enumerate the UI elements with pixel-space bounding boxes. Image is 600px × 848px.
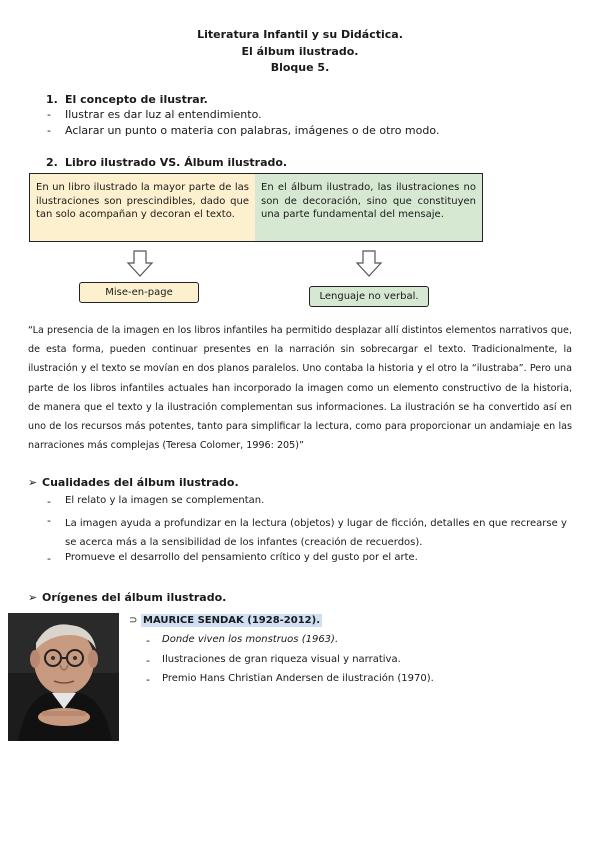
maurice-sendak-photo (8, 613, 119, 741)
dash-marker: - (47, 108, 51, 121)
section1-item-1: Ilustrar es dar luz al entendimiento. (65, 108, 262, 121)
qualities-title: Cualidades del álbum ilustrado. (42, 476, 239, 489)
dash-marker: - (47, 124, 51, 137)
dash-marker: - (47, 495, 51, 508)
origins-item-3: Premio Hans Christian Andersen de ilustración (1970). (162, 673, 434, 684)
dash-marker: - (146, 654, 150, 667)
dash-marker: - (146, 634, 150, 647)
section1-number: 1. (46, 93, 58, 106)
down-arrow-icon (126, 250, 154, 278)
pill-mise-en-page: Mise-en-page (79, 282, 199, 303)
section1-title: El concepto de ilustrar. (65, 93, 208, 106)
qualities-item-2: La imagen ayuda a profundizar en la lectura (objetos) y lugar de ficción, detalles en que recrearse y se acerca más a la sensibilidad de los infantes (creación de recuerdos). (65, 518, 567, 548)
comparison-box-album-ilustrado: En el álbum ilustrado, las ilustraciones no son de decoración, sino que constituyen una parte fundamental del mensaje. (255, 173, 483, 242)
section2-number: 2. (46, 156, 58, 169)
doc-title-block: Bloque 5. (270, 61, 330, 74)
origins-title: Orígenes del álbum ilustrado. (42, 591, 227, 604)
dash-marker: - (47, 514, 51, 527)
doc-title-course: Literatura Infantil y su Didáctica. (197, 28, 403, 41)
qualities-item-3: Promueve el desarrollo del pensamiento crítico y del gusto por el arte. (65, 552, 418, 563)
origins-item-2: Ilustraciones de gran riqueza visual y narrativa. (162, 654, 401, 665)
dash-marker: - (47, 552, 51, 565)
doc-title-topic: El álbum ilustrado. (241, 45, 359, 58)
author-name-highlight: MAURICE SENDAK (1928-2012). (143, 615, 321, 626)
quote-paragraph: “La presencia de la imagen en los libros infantiles ha permitido desplazar allí distintos elementos narrativos que, de esta forma, pueden continuar presentes en la narración sin sobrecargar el texto. Tradicionalmente, la ilustración y el texto se movían en dos planos paralelos. Uno contaba la historia y el otro la “ilustraba”. Pero una parte de los libros infantiles actuales han incorporado la imagen como un elemento constructivo de la historia, de manera que el texto y la ilustración complementan sus informaciones. La ilustración se ha convertido así en uno de los recursos más potentes, tanto para simplificar la lectura, como para proporcionar un andamiaje en las narraciones más complejas (Teresa Colomer, 1996: 205)” (28, 325, 572, 452)
author-marker-icon: ⊃ (129, 615, 138, 626)
qualities-item-1: El relato y la imagen se complementan. (65, 495, 265, 506)
comparison-box-libro-ilustrado: En un libro ilustrado la mayor parte de las ilustraciones son prescindibles, dado que tan solo acompañan y decoran el texto. (29, 173, 256, 242)
arrow-bullet-icon: ➢ (28, 476, 38, 489)
origins-item-1: Donde viven los monstruos (1963). (162, 634, 339, 645)
section2-title: Libro ilustrado VS. Álbum ilustrado. (65, 156, 288, 169)
down-arrow-icon (355, 250, 383, 278)
section1-item-2: Aclarar un punto o materia con palabras, imágenes o de otro modo. (65, 124, 440, 137)
dash-marker: - (146, 673, 150, 686)
pill-lenguaje-no-verbal: Lenguaje no verbal. (309, 286, 429, 307)
arrow-bullet-icon: ➢ (28, 591, 38, 604)
